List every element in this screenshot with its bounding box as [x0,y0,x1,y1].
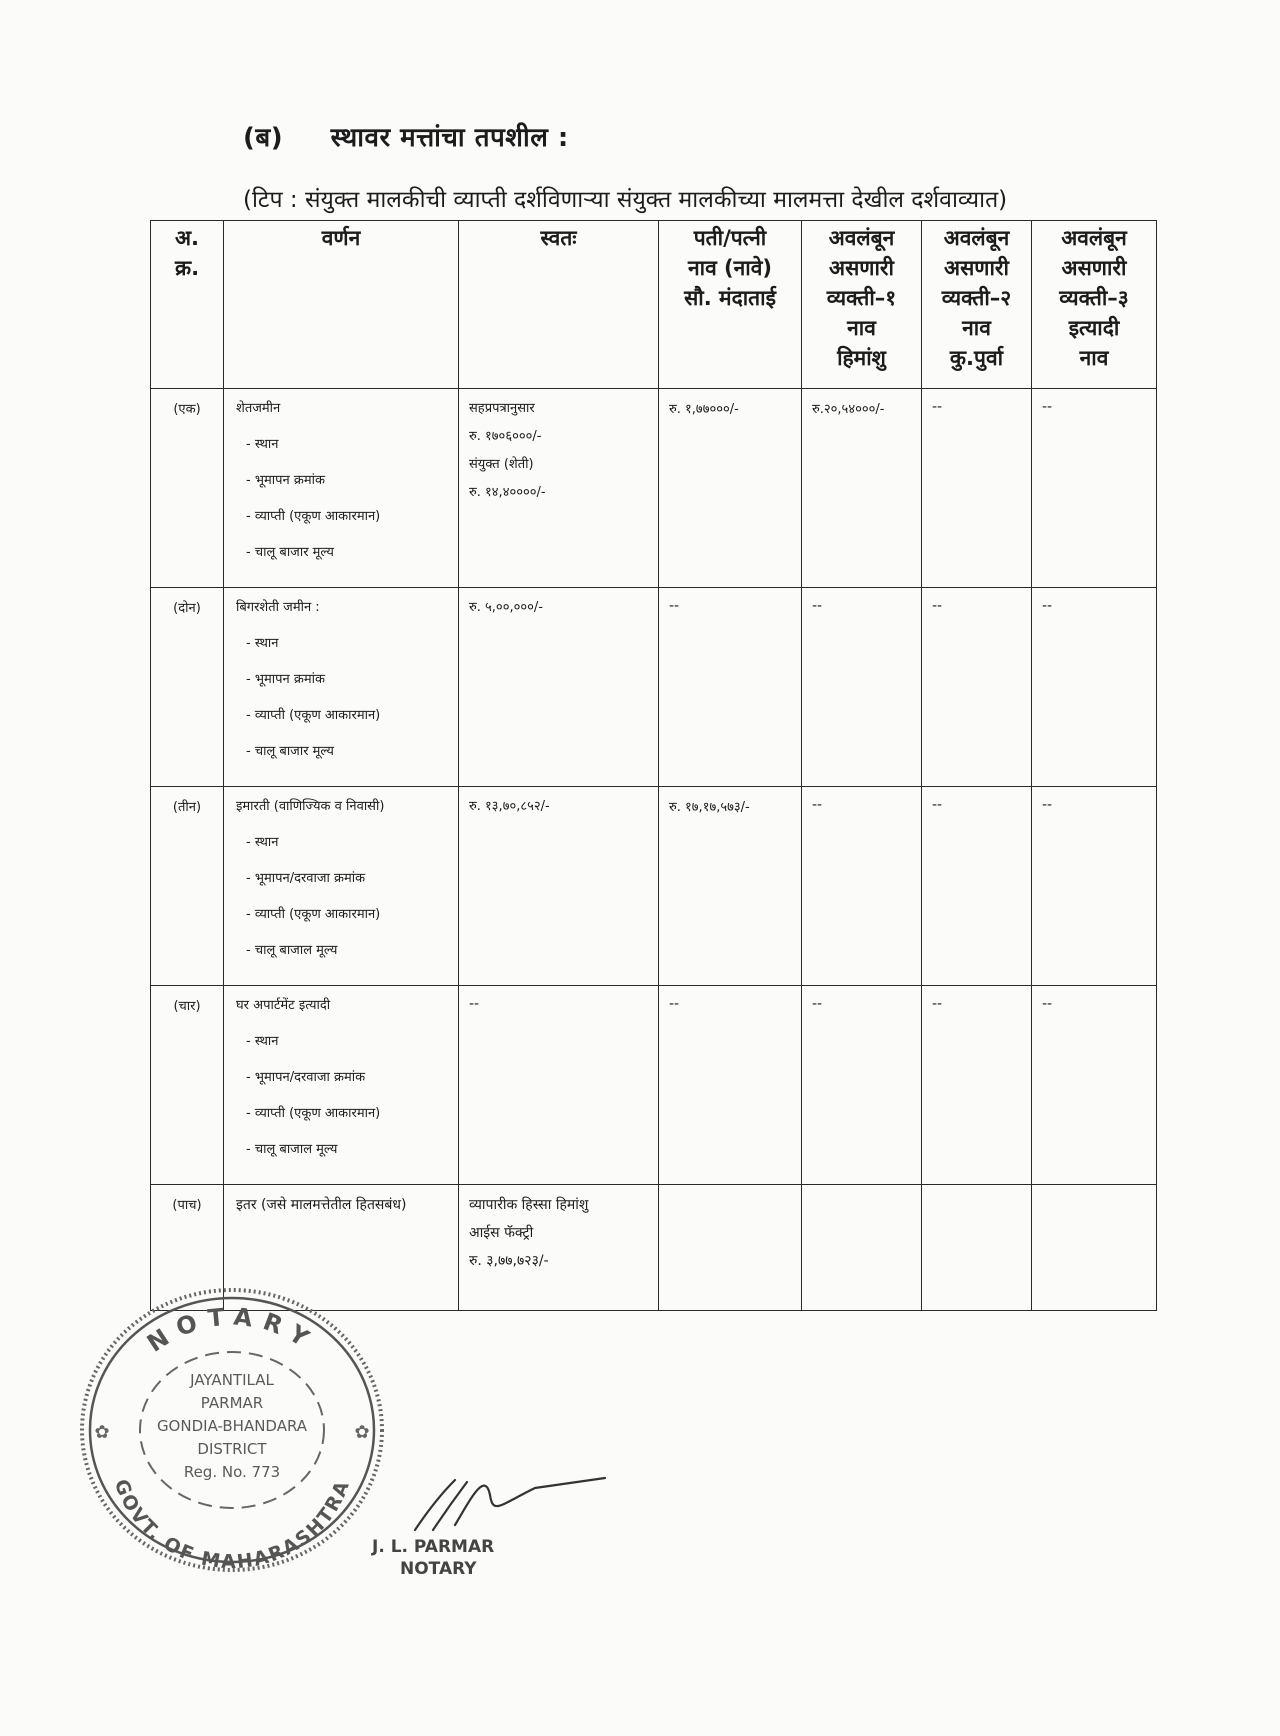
row-dependent-2-value: -- [922,787,1032,986]
section-title: स्थावर मत्तांचा तपशील : [330,123,569,153]
row-dependent-3-value: -- [1032,787,1157,986]
seal-ornament-right: ✿ [354,1422,370,1443]
row-dependent-1-value [802,1185,922,1311]
row-dependent-3-value: -- [1032,986,1157,1185]
row-dependent-1-value: -- [802,787,922,986]
row-spouse-value: रु. १,७७०००/- [659,389,802,588]
svg-text:GOVT. OF MAHARASHTRA [110,1476,355,1573]
seal-line: GONDIA-BHANDARA [156,1417,308,1435]
signature-block [372,1536,494,1580]
signature-role: NOTARY [400,1559,477,1579]
header-dependent-3: अवलंबून असणारी व्यक्ती–३ इत्यादी नाव [1032,221,1157,389]
section-heading [243,118,569,154]
header-dependent-2: अवलंबून असणारी व्यक्ती–२ नाव कु.पुर्वा [922,221,1032,389]
seal-line: DISTRICT [197,1440,267,1458]
table-row [151,787,1157,986]
row-spouse-value: -- [659,588,802,787]
header-serial: अ. क्र. [151,221,224,389]
seal-bottom-text: GOVT. OF MAHARASHTRA [109,1476,355,1574]
row-number: (पाच) [151,1185,224,1311]
signature-name: J. L. PARMAR [372,1537,495,1557]
row-dependent-3-value [1032,1185,1157,1311]
immovable-assets-table [150,220,1157,1311]
row-number: (तीन) [151,787,224,986]
row-spouse-value: रु. १७,१७,५७३/- [659,787,802,986]
row-description: शेतजमीन - स्थान - भूमापन क्रमांक - व्याप्ती (एकूण आकारमान) - चालू बाजार मूल्य [224,389,459,588]
table-header-row [151,221,1157,389]
row-description: बिगरशेती जमीन : - स्थान - भूमापन क्रमांक - व्याप्ती (एकूण आकारमान) - चालू बाजार मूल्य [224,588,459,787]
row-description: घर अपार्टमेंट इत्यादी - स्थान - भूमापन/दरवाजा क्रमांक - व्याप्ती (एकूण आकारमान) - चालू बाजाल मूल्य [224,986,459,1185]
notary-seal [72,1280,392,1580]
row-dependent-1-value: -- [802,588,922,787]
row-dependent-2-value: -- [922,588,1032,787]
header-dependent-1: अवलंबून असणारी व्यक्ती–१ नाव हिमांशु [802,221,922,389]
row-dependent-1-value: रु.२०,५४०००/- [802,389,922,588]
seal-ornament-left: ✿ [94,1422,110,1443]
header-self: स्वतः [459,221,659,389]
row-dependent-3-value: -- [1032,588,1157,787]
table-row [151,389,1157,588]
row-dependent-1-value: -- [802,986,922,1185]
row-spouse-value [659,1185,802,1311]
seal-top-text: NOTARY [142,1302,323,1358]
table-row [151,588,1157,787]
row-dependent-2-value: -- [922,389,1032,588]
table-row [151,986,1157,1185]
row-spouse-value: -- [659,986,802,1185]
seal-line: Reg. No. 773 [183,1463,281,1481]
row-self-value: सहप्रपत्रानुसार रु. १७०६०००/- संयुक्त (शेती) रु. १४,४००००/- [459,389,659,588]
row-description: इतर (जसे मालमत्तेतील हितसबंध) [224,1185,459,1311]
section-note: (टिप : संयुक्त मालकीची व्याप्ती दर्शविणाऱ्या संयुक्त मालकीच्या मालमत्ता देखील दर्शवाव्यात) [243,187,1008,213]
row-number: (चार) [151,986,224,1185]
seal-line: PARMAR [200,1394,264,1412]
header-spouse: पती/पत्नी नाव (नावे) सौ. मंदाताई [659,221,802,389]
section-label: (ब) [243,123,284,153]
row-self-value: -- [459,986,659,1185]
row-self-value: व्यापारीक हिस्सा हिमांशु आईस फॅक्ट्री रु. ३,७७,७२३/- [459,1185,659,1311]
header-description: वर्णन [224,221,459,389]
row-description: इमारती (वाणिज्यिक व निवासी) - स्थान - भूमापन/दरवाजा क्रमांक - व्याप्ती (एकूण आकारमान) - चालू बाजाल मूल्य [224,787,459,986]
row-dependent-3-value: -- [1032,389,1157,588]
row-number: (एक) [151,389,224,588]
row-self-value: रु. १३,७०,८५२/- [459,787,659,986]
seal-line: JAYANTILAL [190,1371,274,1389]
row-dependent-2-value [922,1185,1032,1311]
row-number: (दोन) [151,588,224,787]
row-self-value: रु. ५,००,०००/- [459,588,659,787]
row-dependent-2-value: -- [922,986,1032,1185]
